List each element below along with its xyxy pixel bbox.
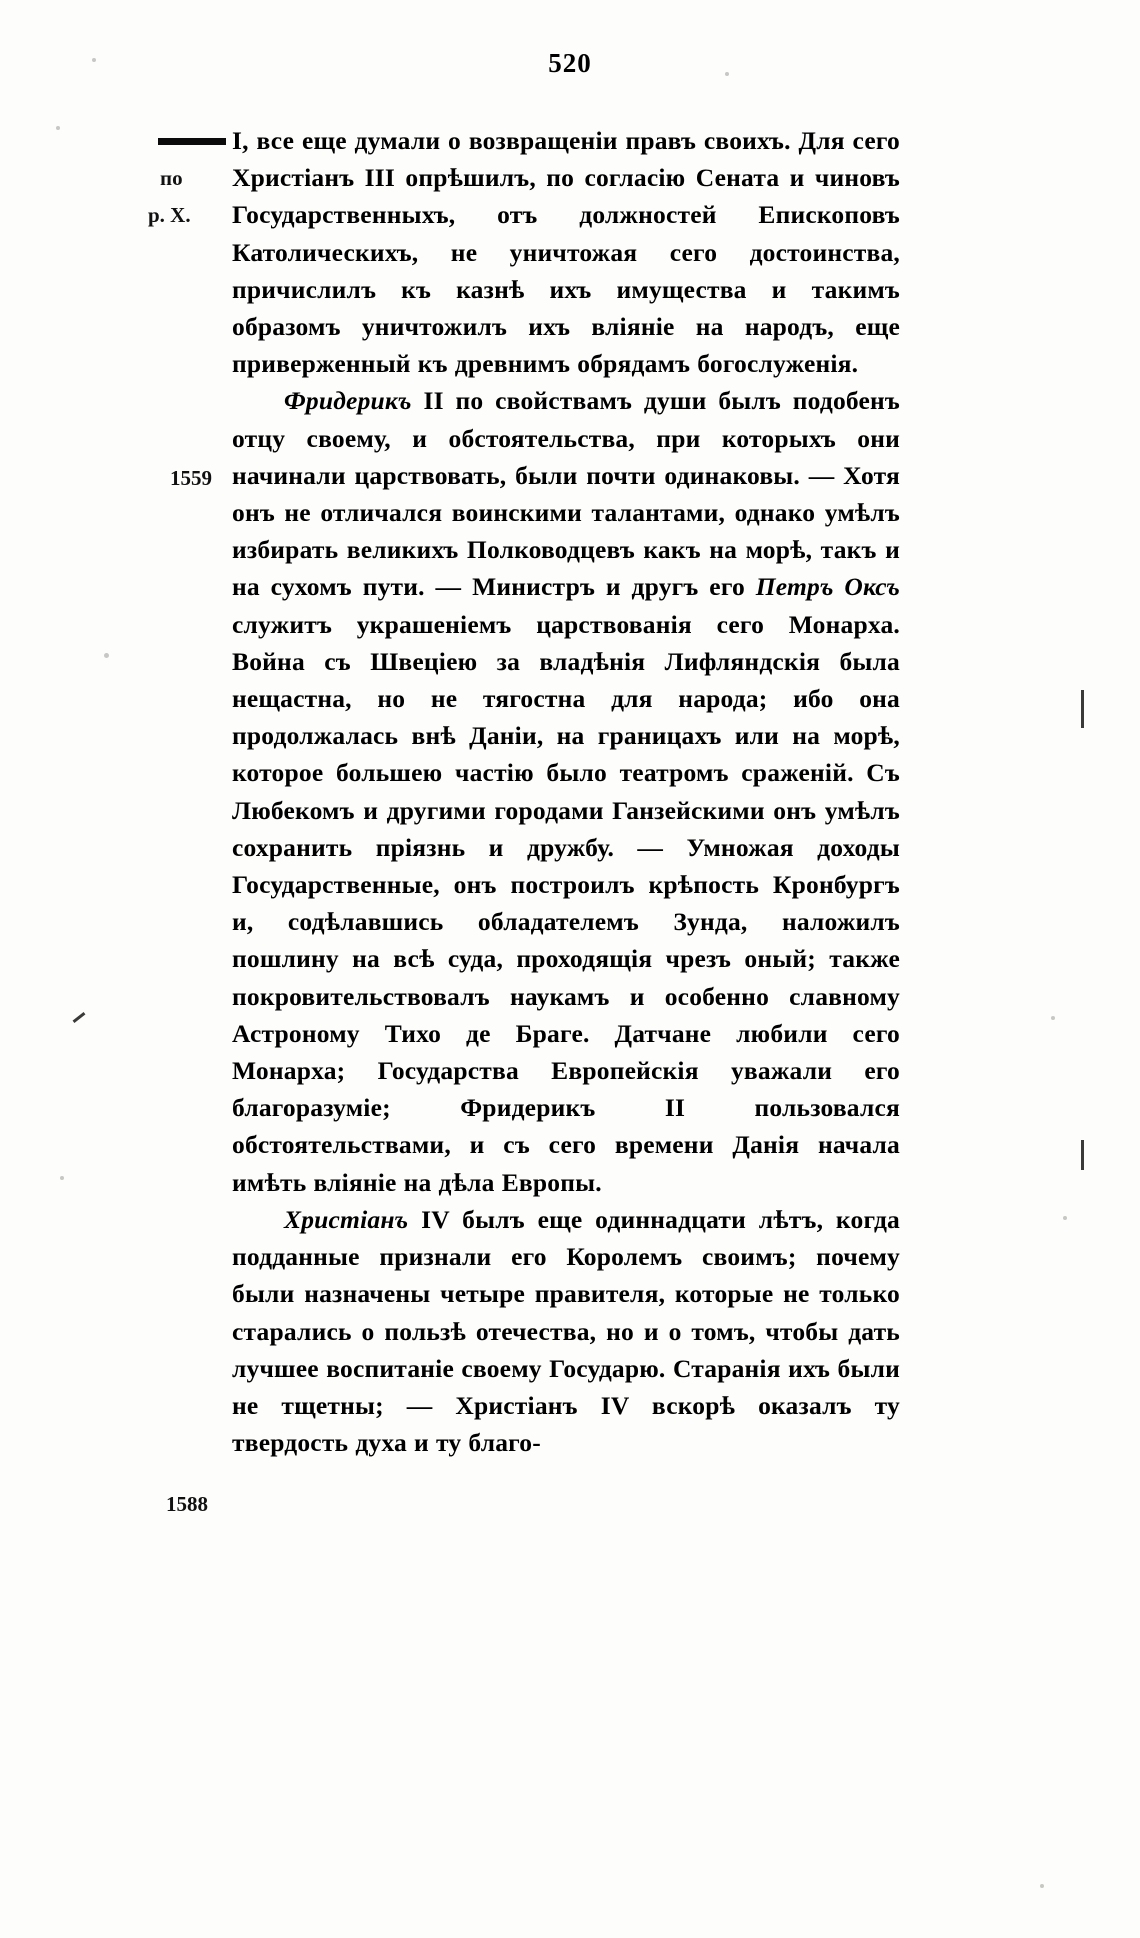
margin-rule	[158, 138, 226, 145]
scan-speck	[1051, 1016, 1055, 1020]
scan-speck	[60, 1176, 64, 1180]
scan-edge-mark	[1081, 1140, 1084, 1170]
scan-speck	[725, 72, 729, 76]
paragraph-2	[232, 382, 900, 1200]
paragraph-2-text-a: II по свойствамъ души былъ подобенъ отцу своему, и обстоятельства, при которыхъ они начинали царствовать, были почти одинаковы. — Хотя онъ не отличался воинскими талантами, однако умѣлъ избирать великихъ Полководцевъ какъ на морѣ, такъ и на сухомъ пути. — Министръ и другъ его	[232, 386, 900, 602]
scan-edge-mark	[1081, 690, 1084, 728]
scan-edge-mark	[73, 1012, 86, 1023]
page-number: 520	[548, 48, 592, 78]
scan-speck	[1040, 1884, 1044, 1888]
paragraph-3-text: IV былъ еще одиннадцати лѣтъ, когда подданные признали его Королемъ своимъ; почему были назначены четыре правителя, которые не только старались о пользѣ отечества, но и о томъ, чтобы дать лучшее воспитанiе своему Государю. Старанiя ихъ были не тщетны; — Христiанъ IV вскорѣ оказалъ ту твердость духа и ту благо-	[232, 1204, 901, 1458]
scan-speck	[92, 58, 96, 62]
body-text	[232, 122, 900, 1461]
margin-note-rx: р. Х.	[148, 203, 191, 227]
paragraph-3-lead-italic: Христiанъ	[284, 1204, 409, 1234]
paragraph-2-lead-italic: Фридерикъ	[284, 386, 412, 416]
margin-note-year-1588: 1588	[166, 1492, 208, 1516]
paragraph-1: I, все еще думали о возвращенiи правъ своихъ. Для сего Христiанъ III опрѣшилъ, по согласiю Сената и чиновъ Государственныхъ, отъ должностей Епископовъ Католическихъ, не уничтожая сего достоинства, причислилъ къ казнѣ ихъ имущества и такимъ образомъ уничтожилъ ихъ влiянiе на народъ, еще приверженный къ древнимъ обрядамъ богослуженiя.	[232, 126, 900, 379]
scan-speck	[1063, 1216, 1067, 1220]
paragraph-3	[232, 1201, 900, 1461]
paragraph-2-mid-italic: Петръ Оксъ	[755, 572, 901, 602]
paragraph-2-text-b: служитъ украшенiемъ царствованiя сего Монарха. Война съ Швецiею за владѣнiя Лифляндскiя была нещастна, но не тягостна для народа; ибо она продолжалась внѣ Данiи, на границахъ или на морѣ, которое большею частiю было театромъ сраженiй. Съ Любекомъ и другими городами Ганзейскими онъ умѣлъ сохранить прiязнь и дружбу. — Умножая доходы Государственные, онъ построилъ крѣпость Кронбургъ и, содѣлавшись обладателемъ Зунда, наложилъ пошлину на всѣ суда, проходящiя чрезъ оный; также покровительствовалъ наукамъ и особенно славному Астроному Тихо де Браге. Датчане любили сего Монарха; Государства Европейскiя уважали его благоразумiе; Фридерикъ II пользовался обстоятельствами, и съ сего времени Данiя начала имѣть влiянiе на дѣла Европы.	[232, 609, 900, 1197]
margin-note-po: по	[160, 166, 183, 190]
scan-speck	[104, 653, 109, 658]
margin-note-year-1559: 1559	[170, 466, 212, 490]
scan-speck	[56, 126, 60, 130]
